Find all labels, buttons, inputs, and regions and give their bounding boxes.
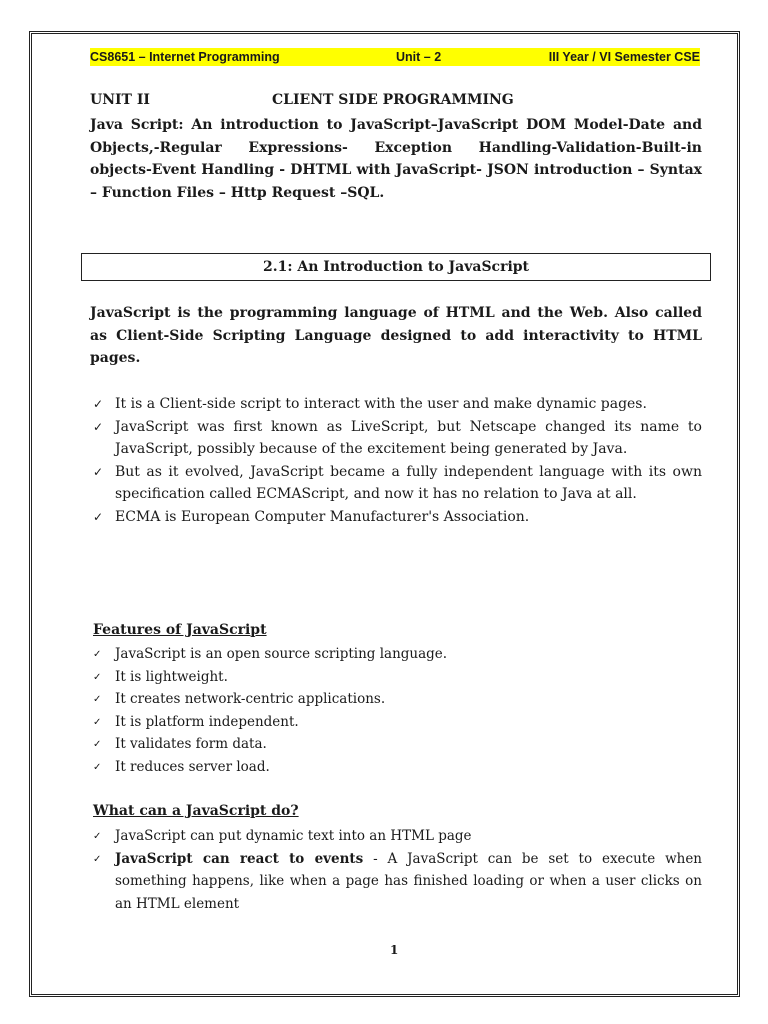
features-list [90,643,702,779]
check-icon: ✓ [93,649,102,660]
capabilities-list [90,825,702,915]
intro-points-list [90,393,702,528]
page-number: 1 [390,943,399,957]
unit-label: UNIT II [90,92,150,108]
check-icon: ✓ [93,853,102,865]
list-item: ✓ JavaScript can react to events - A JavaScript can be set to execute when something happens, like when a page has finished loading or when a user clicks on an HTML element [93,850,702,912]
list-item: ✓ JavaScript is an open source scripting language. [90,643,702,666]
section-title: 2.1: An Introduction to JavaScript [81,253,711,281]
features-heading: Features of JavaScript [93,622,267,638]
list-item: ✓ It reduces server load. [90,756,702,779]
intro-paragraph: JavaScript is the programming language of HTML and the Web. Also called as Client-Side Scripting Language designed to add interactivity to HTML pages. [90,305,702,367]
list-item: ✓ JavaScript was first known as LiveScript, but Netscape changed its name to JavaScript, possibly because of the excitement being generated by Java. [90,416,702,461]
unit-intro [90,92,702,204]
header-year: III Year / VI Semester CSE [548,50,700,64]
list-item: ✓ ECMA is European Computer Manufacturer's Association. [90,506,702,529]
check-icon: ✓ [93,464,104,479]
check-icon: ✓ [93,671,102,683]
list-item: ✓ It creates network-centric applications. [90,688,702,711]
check-icon: ✓ [93,761,102,773]
header-unit: Unit – 2 [396,50,442,64]
list-item: ✓ It is a Client-side script to interact with the user and make dynamic pages. [90,393,702,416]
check-icon: ✓ [93,739,102,751]
check-icon: ✓ [93,397,104,411]
page-header [90,48,700,66]
list-item: ✓ But as it evolved, JavaScript became a fully independent language with its own specification called ECMAScript, and now it has no relation to Java at all. [90,461,702,506]
check-icon: ✓ [93,694,102,706]
unit-heading [90,92,702,112]
list-item: ✓ It is platform independent. [90,711,702,734]
list-item: ✓ It validates form data. [90,733,702,756]
check-icon: ✓ [93,831,102,842]
check-icon: ✓ [93,509,104,524]
list-item: ✓ It is lightweight. [90,666,702,689]
header-course: CS8651 – Internet Programming [90,50,280,64]
check-icon: ✓ [93,419,104,434]
check-icon: ✓ [93,716,102,728]
capabilities-heading: What can a JavaScript do? [93,803,299,819]
unit-title: CLIENT SIDE PROGRAMMING [272,92,514,108]
list-item: ✓ JavaScript can put dynamic text into an HTML page [90,825,702,848]
syllabus-text: Java Script: An introduction to JavaScript–JavaScript DOM Model-Date and Objects,-Regular Expressions- Exception Handling-Validation-Built-in objects-Event Handling - DHTML with JavaScript- JSON introduction – Syntax – Function Files – Http Request –SQL. [90,117,702,201]
